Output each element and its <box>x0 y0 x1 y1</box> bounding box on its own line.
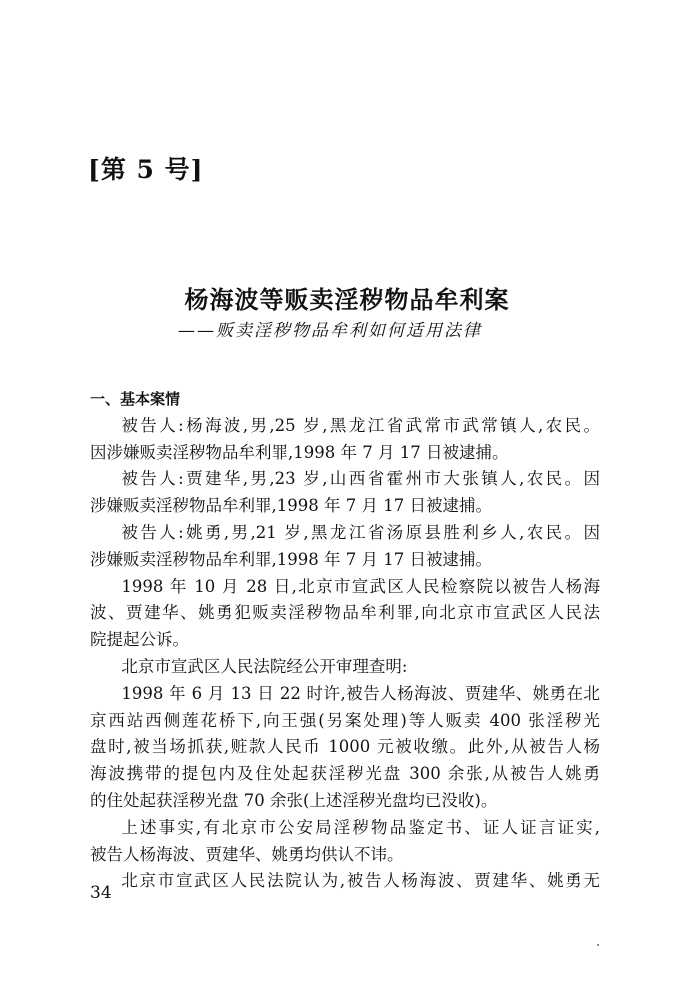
text-line: 海波携带的提包内及住处起获淫秽光盘 300 余张,从被告人姚勇 <box>90 764 600 784</box>
text-line: 的住处起获淫秽光盘 70 余张(上述淫秽光盘均已没收)。 <box>90 790 498 810</box>
case-subtitle: ——贩卖淫秽物品牟利如何适用法律 <box>178 321 482 341</box>
case-number: [第 5 号] <box>88 155 204 184</box>
scan-speck <box>597 944 599 946</box>
text-line: 被告人:姚勇,男,21 岁,黑龙江省汤原县胜利乡人,农民。因 <box>121 522 600 542</box>
text-line: 波、贾建华、姚勇犯贩卖淫秽物品牟利罪,向北京市宣武区人民法 <box>90 603 600 623</box>
text-line: 1998 年 6 月 13 日 22 时许,被告人杨海波、贾建华、姚勇在北 <box>121 683 600 703</box>
text-line: 北京市宣武区人民法院认为,被告人杨海波、贾建华、姚勇无 <box>121 871 600 891</box>
text-line: 涉嫌贩卖淫秽物品牟利罪,1998 年 7 月 17 日被逮捕。 <box>90 549 492 569</box>
text-line: 被告人:贾建华,男,23 岁,山西省霍州市大张镇人,农民。因 <box>121 469 600 489</box>
text-line: 1998 年 10 月 28 日,北京市宣武区人民检察院以被告人杨海 <box>121 576 600 596</box>
text-line: 院提起公诉。 <box>90 630 189 650</box>
case-title: 杨海波等贩卖淫秽物品牟利案 <box>184 285 510 314</box>
text-line: 上述事实,有北京市公安局淫秽物品鉴定书、证人证言证实, <box>121 817 600 837</box>
text-line: 盘时,被当场抓获,赃款人民币 1000 元被收缴。此外,从被告人杨 <box>90 737 600 757</box>
text-line: 因涉嫌贩卖淫秽物品牟利罪,1998 年 7 月 17 日被逮捕。 <box>90 442 509 462</box>
paragraph-lines <box>90 413 600 895</box>
text-line: 北京市宣武区人民法院经公开审理查明: <box>121 656 408 676</box>
text-line: 涉嫌贩卖淫秽物品牟利罪,1998 年 7 月 17 日被逮捕。 <box>90 496 492 516</box>
section-heading: 一、基本案情 <box>90 390 181 408</box>
body-text <box>90 386 600 895</box>
text-line: 被告人杨海波、贾建华、姚勇均供认不讳。 <box>90 844 404 864</box>
page-number: 34 <box>90 883 112 903</box>
text-line: 京西站西侧莲花桥下,向王强(另案处理)等人贩卖 400 张淫秽光 <box>90 710 600 730</box>
text-line: 被告人:杨海波,男,25 岁,黑龙江省武常市武常镇人,农民。 <box>121 415 600 435</box>
